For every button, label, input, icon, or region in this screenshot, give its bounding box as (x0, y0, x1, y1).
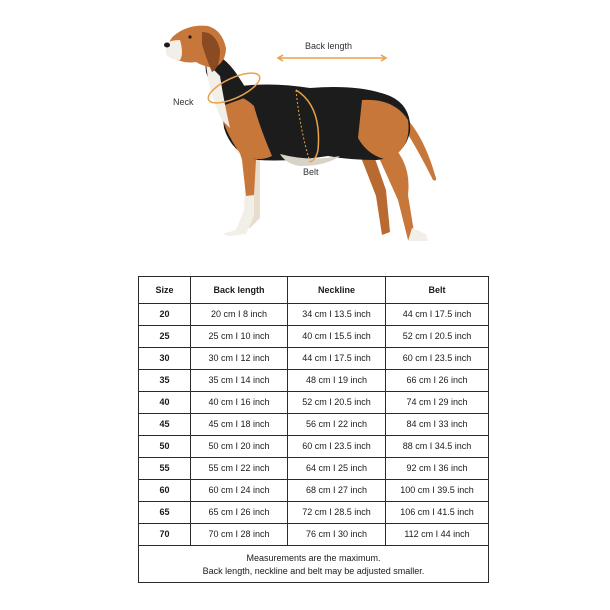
size-cell: 35 (139, 370, 191, 392)
belt-cell: 100 cm I 39.5 inch (386, 480, 489, 502)
table-header-row (139, 277, 489, 304)
belt-cell: 84 cm I 33 inch (386, 414, 489, 436)
size-chart-table (138, 276, 489, 583)
table-row (139, 304, 489, 326)
back-length-arrow (278, 55, 386, 61)
neck-label: Neck (173, 97, 194, 107)
belt-cell: 44 cm I 17.5 inch (386, 304, 489, 326)
size-cell: 45 (139, 414, 191, 436)
header-back-length: Back length (191, 277, 288, 304)
dog-nose (164, 43, 170, 48)
table-row (139, 436, 489, 458)
back-length-label: Back length (305, 41, 353, 51)
belt-cell: 106 cm I 41.5 inch (386, 502, 489, 524)
neckline-cell: 40 cm I 15.5 inch (288, 326, 386, 348)
neckline-cell: 56 cm I 22 inch (288, 414, 386, 436)
header-belt: Belt (386, 277, 489, 304)
belt-cell: 60 cm I 23.5 inch (386, 348, 489, 370)
table-row (139, 502, 489, 524)
back-length-cell: 25 cm I 10 inch (191, 326, 288, 348)
table-row (139, 326, 489, 348)
size-cell: 50 (139, 436, 191, 458)
neckline-cell: 44 cm I 17.5 inch (288, 348, 386, 370)
back-length-cell: 20 cm I 8 inch (191, 304, 288, 326)
table-row (139, 348, 489, 370)
neckline-cell: 52 cm I 20.5 inch (288, 392, 386, 414)
back-length-cell: 70 cm I 28 inch (191, 524, 288, 546)
table-row (139, 392, 489, 414)
note-line-maximum: Measurements are the maximum. (246, 553, 381, 563)
dog-eye (188, 35, 191, 38)
neckline-cell: 60 cm I 23.5 inch (288, 436, 386, 458)
back-length-cell: 30 cm I 12 inch (191, 348, 288, 370)
size-cell: 55 (139, 458, 191, 480)
belt-cell: 88 cm I 34.5 inch (386, 436, 489, 458)
header-neckline: Neckline (288, 277, 386, 304)
neckline-cell: 64 cm I 25 inch (288, 458, 386, 480)
size-cell: 70 (139, 524, 191, 546)
size-cell: 20 (139, 304, 191, 326)
neckline-cell: 72 cm I 28.5 inch (288, 502, 386, 524)
dog-measurement-figure (150, 10, 470, 250)
note-line-adjustable: Back length, neckline and belt may be adjusted smaller. (202, 566, 425, 576)
table-note-row (139, 546, 489, 583)
back-length-cell: 35 cm I 14 inch (191, 370, 288, 392)
belt-cell: 112 cm I 44 inch (386, 524, 489, 546)
table-row (139, 458, 489, 480)
belt-cell: 66 cm I 26 inch (386, 370, 489, 392)
back-length-cell: 40 cm I 16 inch (191, 392, 288, 414)
size-cell: 25 (139, 326, 191, 348)
header-size: Size (139, 277, 191, 304)
back-length-cell: 60 cm I 24 inch (191, 480, 288, 502)
neckline-cell: 34 cm I 13.5 inch (288, 304, 386, 326)
table-row (139, 524, 489, 546)
back-length-cell: 50 cm I 20 inch (191, 436, 288, 458)
belt-cell: 74 cm I 29 inch (386, 392, 489, 414)
back-length-cell: 45 cm I 18 inch (191, 414, 288, 436)
table-note (139, 546, 489, 583)
size-cell: 40 (139, 392, 191, 414)
belt-cell: 92 cm I 36 inch (386, 458, 489, 480)
neckline-cell: 68 cm I 27 inch (288, 480, 386, 502)
belt-cell: 52 cm I 20.5 inch (386, 326, 489, 348)
back-length-cell: 55 cm I 22 inch (191, 458, 288, 480)
size-cell: 60 (139, 480, 191, 502)
belt-label: Belt (303, 167, 319, 177)
back-length-cell: 65 cm I 26 inch (191, 502, 288, 524)
size-cell: 65 (139, 502, 191, 524)
size-cell: 30 (139, 348, 191, 370)
table-row (139, 370, 489, 392)
table-row (139, 414, 489, 436)
neckline-cell: 48 cm I 19 inch (288, 370, 386, 392)
neckline-cell: 76 cm I 30 inch (288, 524, 386, 546)
table-row (139, 480, 489, 502)
